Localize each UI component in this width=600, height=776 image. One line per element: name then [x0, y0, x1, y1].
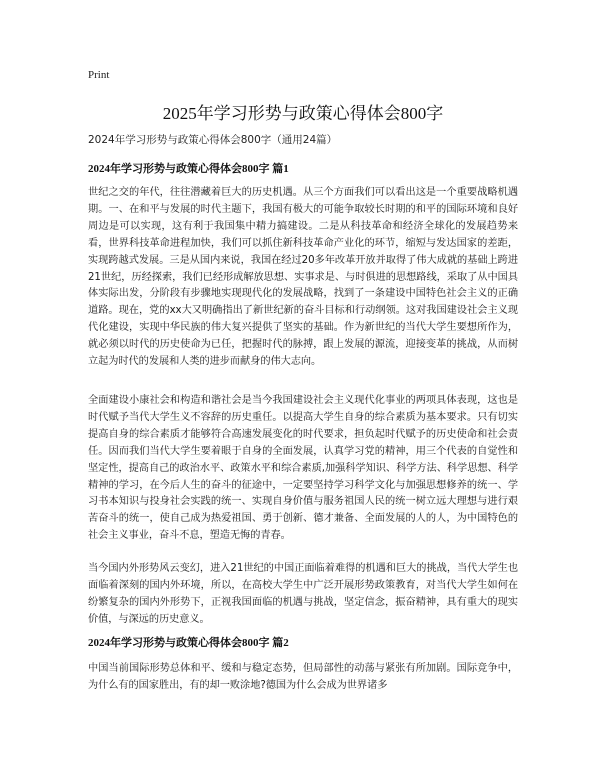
- document-subtitle: 2024年学习形势与政策心得体会800字（通用24篇）: [88, 134, 338, 146]
- print-label: Print: [88, 69, 110, 81]
- section-heading-1: 2024年学习形势与政策心得体会800字 篇1: [88, 163, 289, 175]
- document-title: 2025年学习形势与政策心得体会800字: [162, 104, 444, 123]
- section-2-paragraph-1: 中国当前国际形势总体和平、缓和与稳定态势，但局部性的动荡与紧张有所加剧。国际竞争中，为什么有的国家胜出，有的却一败涂地?德国为什么会成为世界诸多: [88, 663, 518, 691]
- section-1-paragraph-2: 全面建设小康社会和构造和谐社会是当今我国建设社会主义现代化事业的两项具体表现，这也是时代赋予当代大学生义不容辞的历史重任。以提高大学生自身的综合素质为基本要求。只有切实提高自身的综合素质才能够符合高速发展变化的时代要求，担负起时代赋予的历史使命和社会责任。因而我们当代大学生要着眼于自身的全面发展，认真学习党的精神，用三个代表的自觉性和坚定性，提高自己的政治水平、政策水平和综合素质,加强科学知识、科学方法、科学思想、科学精神的学习，在今后人生的奋斗的征途中，一定要坚持学习科学文化与加强思想修养的统一、学习书本知识与投身社会实践的统一、实现自身价值与服务祖国人民的统一树立远大理想与进行艰苦奋斗的统一，使自己成为热爱祖国、勇于创新、德才兼备、全面发展的人的人，为中国特色的社会主义事业，奋斗不息，塑造无悔的青春。: [88, 395, 518, 542]
- section-1-paragraph-1: 世纪之交的年代，往往潜藏着巨大的历史机遇。从三个方面我们可以看出这是一个重要战略机遇期。一、在和平与发展的时代主题下，我国有极大的可能争取较长时期的和平的国际环境和良好周边是可以实现，这有利于我国集中精力搞建设。二是从科技革命和经济全球化的发展趋势来看，世界科技革命进程加快，我们可以抓住新科技革命产业化的环节，缩短与发达国家的差距，实现跨越式发展。三是从国内来说，我国在经过20多年改革开放并取得了伟大成就的基础上跨进21世纪，历经探索，我们已经形成解放思想、实事求是、与时俱进的思想路线，采取了从中国具体实际出发，分阶段有步骤地实现现代化的发展战略，找到了一条建设中国特色社会主义的正确道路。现在，党的xx大又明确指出了新世纪新的奋斗目标和行动纲领。这对我国建设社会主义现代化建设，实现中华民族的伟大复兴提供了坚实的基础。作为新世纪的当代大学生要想所作为，就必须以时代的历史使命为已任，把握时代的脉搏，跟上发展的源流，迎接变革的挑战，从而树立起为时代的发展和人类的进步而献身的伟大志向。: [88, 187, 518, 368]
- section-1-paragraph-3: 当今国内外形势风云变幻，进入21世纪的中国正面临着难得的机遇和巨大的挑战，当代大学生也面临着深刻的国内外环境，所以，在高校大学生中广泛开展形势政策教育，对当代大学生如何在纷繁复杂的国内外形势下，正视我国面临的机遇与挑战，坚定信念，振奋精神，具有重大的现实价值，与深远的历史意义。: [88, 563, 518, 625]
- section-heading-2: 2024年学习形势与政策心得体会800字 篇2: [88, 637, 289, 649]
